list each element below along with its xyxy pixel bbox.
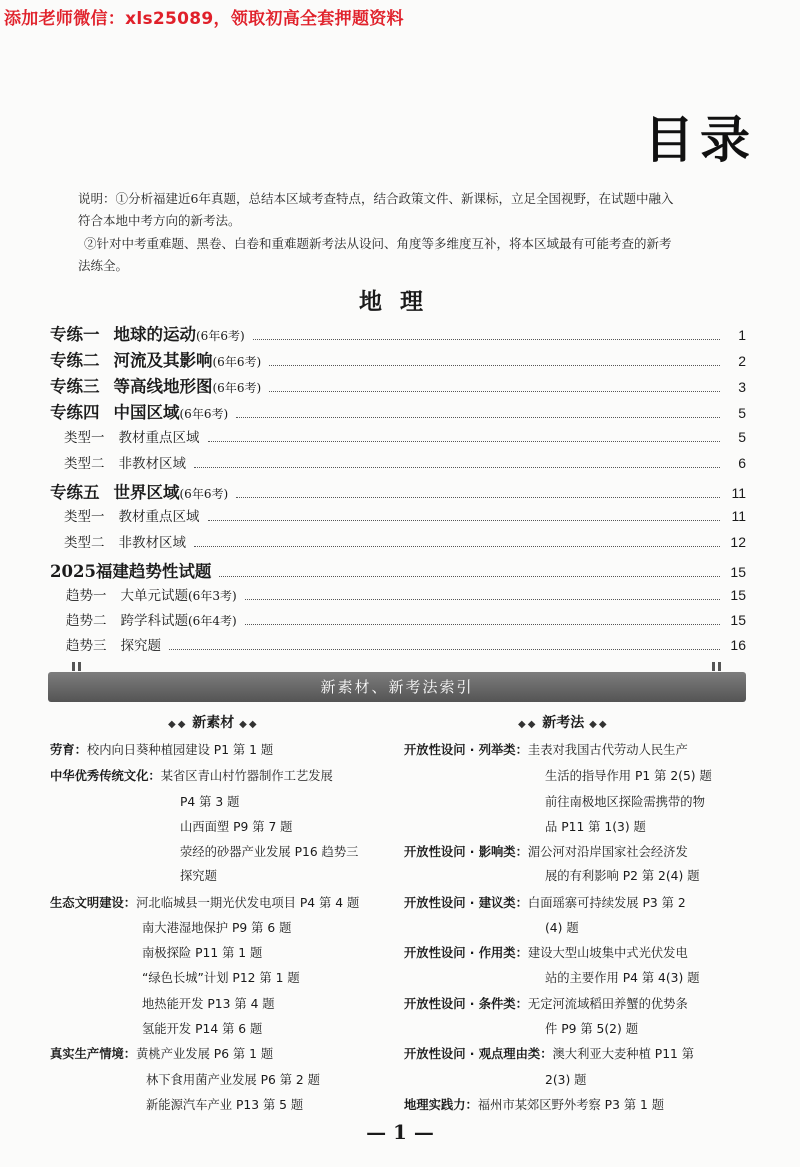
- index-line: [545, 1070, 586, 1088]
- dot-leader: [269, 391, 720, 392]
- toc-entry: [50, 373, 746, 397]
- toc-entry-code: 趋势一: [66, 588, 107, 604]
- dot-leader: [236, 417, 720, 418]
- index-category-label: 中华优秀传统文化：: [50, 769, 161, 783]
- index-category-label: 开放性设问 · 条件类：: [404, 997, 528, 1011]
- index-category-label: 开放性设问 · 观点理由类：: [404, 1047, 553, 1061]
- index-line: [404, 842, 688, 860]
- index-line: [404, 994, 688, 1012]
- index-entry-text: 福州市某郊区野外考察 P3 第 1 题: [477, 1098, 665, 1112]
- subject-heading: 地理: [359, 288, 441, 315]
- index-entry-text: 山西面塑 P9 第 7 题: [180, 820, 293, 834]
- toc-entry: [50, 347, 746, 371]
- toc-entry-code: 专练二: [50, 351, 100, 370]
- bar-marker: [72, 662, 75, 671]
- section-title: 新素材、新考法索引: [320, 678, 474, 696]
- diamond-icon: ◆◆: [168, 719, 188, 730]
- index-entry-text: 澳大利亚大麦种植 P11 第: [552, 1047, 695, 1061]
- right-column-title: 新考法: [542, 715, 585, 731]
- index-entry-text: 地热能开发 P13 第 4 题: [142, 997, 275, 1011]
- toc-entry-page: 16: [730, 637, 746, 653]
- toc-entry-frequency: (6年6考): [196, 329, 245, 343]
- index-category-label: 地理实践力：: [404, 1098, 478, 1112]
- index-entry-text: 新能源汽车产业 P13 第 5 题: [146, 1098, 304, 1112]
- index-entry-text: 白面瑶寨可持续发展 P3 第 2: [527, 896, 686, 910]
- index-entry-text: 展的有利影响 P2 第 2(4) 题: [545, 869, 700, 883]
- index-line: [142, 968, 300, 986]
- toc-entry-frequency: (6年6考): [179, 407, 229, 421]
- toc-entry: [64, 426, 746, 446]
- toc-entry-page: 5: [738, 405, 746, 421]
- toc-entry: [64, 531, 746, 551]
- dot-leader: [208, 441, 721, 442]
- toc-entry-page: 6: [738, 455, 746, 471]
- toc-entry-page: 15: [730, 587, 746, 603]
- index-line: [50, 893, 359, 911]
- index-line: [404, 740, 688, 758]
- toc-entry-name: 跨学科试题: [120, 613, 188, 629]
- toc-entry-frequency: (6年4考): [188, 614, 237, 628]
- index-line: [404, 943, 688, 961]
- index-line: [146, 1095, 303, 1113]
- index-entry-text: 某省区青山村竹器制作工艺发展: [160, 769, 333, 783]
- index-entry-text: P4 第 3 题: [180, 795, 240, 809]
- bar-marker: [78, 662, 81, 671]
- toc-entry-page: 2: [738, 353, 746, 369]
- toc-entry-page: 11: [731, 485, 746, 501]
- right-column-heading: [518, 712, 609, 732]
- index-entry-text: 站的主要作用 P4 第 4(3) 题: [545, 971, 700, 985]
- index-line: [545, 1019, 638, 1037]
- diamond-icon: ◆◆: [518, 719, 538, 730]
- index-entry-text: 氢能开发 P14 第 6 题: [142, 1022, 263, 1036]
- toc-entry-name: 教材重点区域: [118, 509, 200, 525]
- index-entry-text: 2(3) 题: [545, 1073, 587, 1087]
- dot-leader: [269, 365, 720, 366]
- index-entry-text: 南极探险 P11 第 1 题: [142, 946, 263, 960]
- toc-entry-frequency: (6年6考): [212, 381, 262, 395]
- index-entry-text: 南大港湿地保护 P9 第 6 题: [142, 921, 292, 935]
- toc-entry-name: 探究题: [120, 638, 161, 654]
- index-entry-text: 校内向日葵种植园建设 P1 第 1 题: [86, 743, 274, 757]
- index-entry-text: 探究题: [180, 869, 217, 883]
- toc-entry: [50, 479, 746, 503]
- toc-entry-name: 等高线地形图: [113, 377, 213, 396]
- index-line: [50, 1044, 273, 1062]
- dot-leader: [194, 467, 720, 468]
- toc-entry: [64, 505, 746, 525]
- index-entry-text: 生活的指导作用 P1 第 2(5) 题: [545, 769, 712, 783]
- index-entry-text: 圭表对我国古代劳动人民生产: [527, 743, 688, 757]
- toc-entry: [66, 634, 746, 654]
- index-entry-text: 湄公河对沿岸国家社会经济发: [527, 845, 688, 859]
- toc-entry: [66, 584, 746, 604]
- toc-entry-page: 11: [731, 508, 746, 524]
- index-line: [146, 1070, 320, 1088]
- dot-leader: [253, 339, 720, 340]
- toc-entry-page: 15: [730, 612, 746, 628]
- toc-entry-code: 专练五: [50, 483, 100, 502]
- toc-entry-page: 15: [730, 564, 746, 580]
- toc-entry-name: 大单元试题: [120, 588, 188, 604]
- toc-entry-name: 中国区域: [113, 403, 180, 422]
- page-number: — 1 —: [366, 1120, 434, 1144]
- toc-entry-page: 1: [738, 327, 746, 343]
- index-category-label: 生态文明建设：: [50, 896, 137, 910]
- toc-entry-code: 2025福建趋势性试题: [50, 562, 212, 581]
- index-line: [545, 968, 700, 986]
- toc-entry: [64, 452, 746, 472]
- toc-entry-code: 专练一: [50, 325, 100, 344]
- index-line: [142, 943, 262, 961]
- index-line: [545, 766, 712, 784]
- toc-entry-name: 河流及其影响: [113, 351, 213, 370]
- dot-leader: [245, 599, 720, 600]
- index-category-label: 真实生产情境：: [50, 1047, 137, 1061]
- toc-entry: [50, 558, 746, 582]
- index-line: [142, 994, 275, 1012]
- index-entry-text: 前往南极地区探险需携带的物: [545, 795, 705, 809]
- index-entry-text: 黄桃产业发展 P6 第 1 题: [136, 1047, 274, 1061]
- toc-entry: [66, 609, 746, 629]
- index-line: [404, 1095, 664, 1113]
- index-line: [404, 1044, 694, 1062]
- toc-entry-code: 专练三: [50, 377, 100, 396]
- index-line: [180, 792, 239, 810]
- watermark-banner: 添加老师微信：xls25089，领取初高全套押题资料: [4, 9, 404, 29]
- dot-leader: [208, 520, 721, 521]
- index-category-label: 开放性设问 · 作用类：: [404, 946, 528, 960]
- index-entry-text: 建设大型山坡集中式光伏发电: [527, 946, 688, 960]
- toc-entry-code: 类型二: [64, 456, 105, 472]
- index-entry-text: 无定河流域稻田养蟹的优势条: [527, 997, 688, 1011]
- toc-entry-frequency: (6年6考): [179, 487, 229, 501]
- toc-entry-name: 地球的运动: [113, 325, 196, 344]
- toc-entry-code: 专练四: [50, 403, 100, 422]
- dot-leader: [245, 624, 720, 625]
- index-entry-text: (4) 题: [545, 921, 579, 935]
- index-line: [180, 842, 358, 860]
- toc-entry-code: 类型二: [64, 535, 105, 551]
- toc-entry: [50, 321, 746, 345]
- index-entry-text: 荥经的砂器产业发展 P16 趋势三: [180, 845, 359, 859]
- toc-entry-name: 非教材区域: [118, 535, 186, 551]
- toc-entry-code: 趋势二: [66, 613, 107, 629]
- left-column-title: 新素材: [192, 715, 235, 731]
- dot-leader: [236, 497, 720, 498]
- index-line: [180, 817, 292, 835]
- toc-entry: [50, 399, 746, 423]
- index-entry-text: 品 P11 第 1(3) 题: [545, 820, 646, 834]
- index-entry-text: 件 P9 第 5(2) 题: [545, 1022, 639, 1036]
- toc-entry-code: 类型一: [64, 509, 105, 525]
- note-line-3: ②针对中考重难题、黑卷、白卷和重难题新考法从设问、角度等多维度互补，将本区域最有可能考查的新考: [84, 236, 672, 251]
- toc-entry-name: 世界区域: [113, 483, 180, 502]
- dot-leader: [219, 576, 720, 577]
- index-line: [142, 918, 291, 936]
- index-category-label: 开放性设问 · 建议类：: [404, 896, 528, 910]
- index-category-label: 开放性设问 · 列举类：: [404, 743, 528, 757]
- toc-entry-code: 类型一: [64, 430, 105, 446]
- index-line: [545, 866, 700, 884]
- toc-entry-frequency: (6年6考): [212, 355, 262, 369]
- diamond-icon: ◆◆: [589, 719, 609, 730]
- index-line: [545, 792, 705, 810]
- index-category-label: 开放性设问 · 影响类：: [404, 845, 528, 859]
- page-title: 目录: [644, 111, 756, 169]
- index-entry-text: 林下食用菌产业发展 P6 第 2 题: [146, 1073, 320, 1087]
- index-line: [545, 918, 579, 936]
- diamond-icon: ◆◆: [239, 719, 259, 730]
- bar-marker: [718, 662, 721, 671]
- dot-leader: [169, 649, 720, 650]
- toc-entry-page: 3: [738, 379, 746, 395]
- index-entry-text: “绿色长城”计划 P12 第 1 题: [142, 971, 300, 985]
- index-line: [142, 1019, 262, 1037]
- toc-entry-code: 趋势三: [66, 638, 107, 654]
- toc-entry-page: 5: [738, 429, 746, 445]
- dot-leader: [194, 546, 720, 547]
- index-line: [50, 766, 333, 784]
- toc-entry-name: 教材重点区域: [118, 430, 200, 446]
- index-entry-text: 河北临城县一期光伏发电项目 P4 第 4 题: [136, 896, 360, 910]
- toc-entry-page: 12: [730, 534, 746, 550]
- bar-marker: [712, 662, 715, 671]
- index-line: [180, 866, 217, 884]
- section-header-bar: [48, 672, 746, 702]
- index-line: [545, 817, 646, 835]
- toc-entry-name: 非教材区域: [118, 456, 186, 472]
- note-line-1: 说明：①分析福建近6年真题，总结本区域考查特点，结合政策文件、新课标，立足全国视野，在试题中融入: [78, 191, 674, 206]
- left-column-heading: [168, 712, 259, 732]
- note-line-4: 法练全。: [78, 258, 129, 273]
- index-category-label: 劳育：: [50, 743, 87, 757]
- index-line: [50, 740, 273, 758]
- toc-entry-frequency: (6年3考): [188, 589, 237, 603]
- index-line: [404, 893, 686, 911]
- note-line-2: 符合本地中考方向的新考法。: [78, 213, 241, 228]
